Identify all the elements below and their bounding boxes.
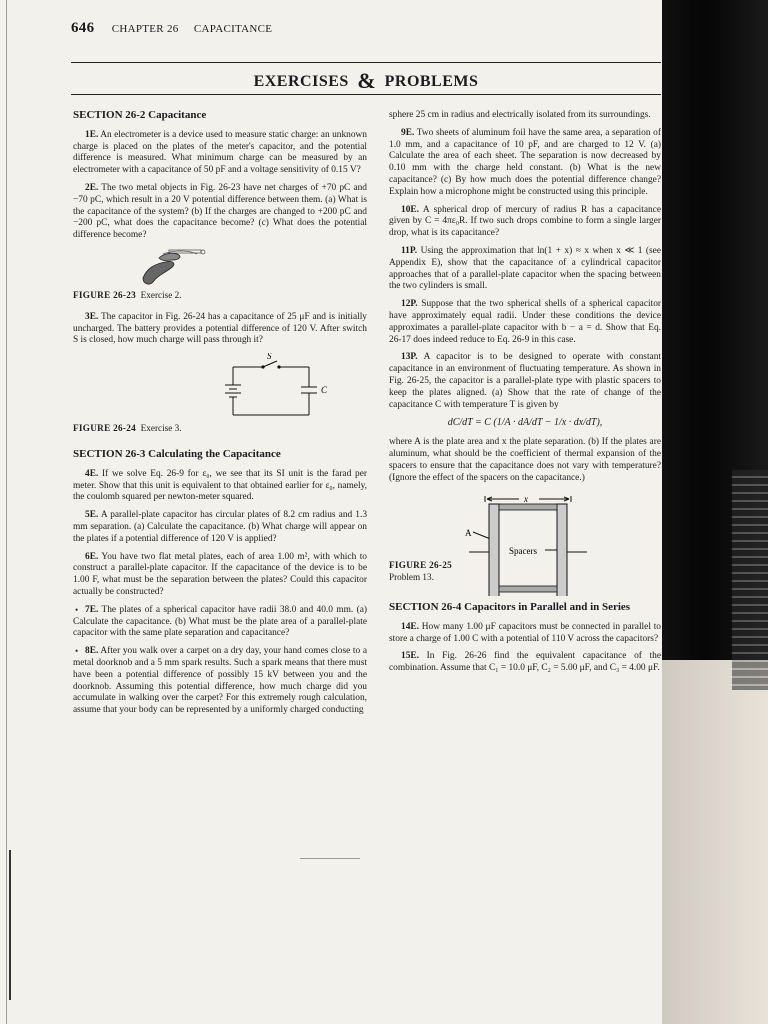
exercise-9 <box>389 128 661 199</box>
exercise-text: The two metal objects in Fig. 26-23 have net charges of +70 pC and −70 pC, which result in a 20 V potential difference between them. (a) What is the capacitance of the system? (b) If the charges are changed to +200 pC and −200 pC, what does the capacitance become? (c) What does the potential difference become? <box>73 182 367 241</box>
exercise-1 <box>73 130 367 177</box>
figure-caption-text: Exercise 3. <box>140 423 182 434</box>
exercise-text: In Fig. 26-26 find the equivalent capacitance of the combination. Assume that C₁ = 10.0 μF, C₂ = 5.00 μF, and C₃ = 4.00 μF. <box>389 651 661 674</box>
book-binding-edge-lower <box>662 660 768 1024</box>
exercise-text: Suppose that the two spherical shells of a spherical capacitor have approximately equal radii. Under these conditions the device approximates a parallel-plate capacitor with b − a = d. Show that Eq. 26-17 does indeed reduce to Eq. 26-9 in this case. <box>389 299 661 345</box>
exercise-text: A spherical drop of mercury of radius R has a capacitance given by C = 4πε₀R. If two such drops combine to form a single larger drop, what is its capacitance? <box>389 204 662 239</box>
chapter-label: CHAPTER 26 <box>111 23 179 35</box>
exercise-number: 15E. <box>401 651 419 662</box>
title-ampersand: & <box>357 68 377 93</box>
figure-26-23 <box>73 248 367 286</box>
exercise-number: 13P. <box>401 352 418 363</box>
exercise-11 <box>389 246 661 293</box>
area-label-a: A <box>465 528 472 539</box>
exercise-10 <box>389 205 661 240</box>
switch-label: S <box>267 353 272 362</box>
exercise-text: An electrometer is a device used to measure static charge: an unknown charge is placed on the plates of the meter's capacitor, and the potential difference is measured. What minimum charge can be measured by an electrometer with a capacitance of 50 pF and a voltage sensitivity of 0.15 V? <box>73 129 367 176</box>
exercise-text: The plates of a spherical capacitor have radii 38.0 and 40.0 mm. (a) Calculate the capacitance. (b) What must be the plate area of a parallel-plate capacitor with the same plate separation and capacitance? <box>73 604 367 639</box>
exercise-number: 12P. <box>401 299 418 310</box>
exercise-text: The capacitor in Fig. 26-24 has a capacitance of 25 μF and is initially uncharged. The battery provides a potential difference of 120 V. After switch S is closed, how much charge will pass through it? <box>73 311 367 346</box>
title-problems: PROBLEMS <box>384 73 479 90</box>
exercise-8 <box>73 646 367 717</box>
exercise-text: How many 1.00 μF capacitors must be connected in parallel to store a charge of 1.00 C with a potential of 110 V across the capacitors? <box>389 621 661 644</box>
figure-caption-text: Problem 13. <box>389 572 434 583</box>
exercise-6 <box>73 552 367 599</box>
capacitor-label: C <box>321 385 328 396</box>
exercise-5 <box>73 510 367 545</box>
exercise-2 <box>73 183 367 242</box>
exercise-number: 2E. <box>85 182 99 193</box>
exercise-number: 8E. <box>85 646 99 657</box>
separation-label-x: x <box>524 494 528 505</box>
exercise-text: A parallel-plate capacitor has circular plates of 8.2 cm radius and 1.3 mm separation. (a) Calculate the capacitance. (b) What charge will appear on the plates if a potential difference of 120 V is applied? <box>73 510 368 544</box>
exercise-text: You have two flat metal plates, each of area 1.00 m², with which to construct a parallel-plate capacitor. If the capacitance of the device is to be 1.00 F, what must be the separation between the plates? Could this capacitor actually be constructed? <box>73 551 367 597</box>
figure-caption-text: Exercise 2. <box>140 289 182 300</box>
exercise-number: 4E. <box>85 468 99 479</box>
page-number: 646 <box>71 20 95 36</box>
left-column <box>73 110 367 723</box>
section-heading-26-2: SECTION 26-2 Capacitance <box>73 109 207 121</box>
exercise-4 <box>73 469 367 504</box>
parallel-plate-spacers-diagram <box>389 490 661 596</box>
figure-26-25 <box>389 490 661 596</box>
figure-label: FIGURE 26-24 <box>73 423 137 434</box>
rc-circuit-diagram <box>73 353 367 419</box>
exercise-3 <box>73 312 367 347</box>
spacers-label: Spacers <box>509 546 537 557</box>
section-heading-26-4: SECTION 26-4 Capacitors in Parallel and in Series <box>389 600 631 613</box>
exercise-14 <box>389 622 661 646</box>
exercise-8-continued <box>389 110 661 122</box>
equation-dC-dT: dC/dT = C (1/A · dA/dT − 1/x · dx/dT), <box>447 417 603 429</box>
running-header <box>71 20 284 37</box>
figure-26-24-circuit <box>73 353 367 419</box>
exercise-13 <box>389 352 661 411</box>
exercise-number: 14E. <box>401 621 419 632</box>
exercise-12 <box>389 299 661 346</box>
exercise-text: Using the approximation that ln(1 + x) ≈ x when x ≪ 1 (see Appendix E), show that the capacitance of a cylindrical capacitor approaches that of a parallel-plate capacitor when the spacing between the two cylinders is small. <box>389 245 661 292</box>
exercise-number: 3E. <box>85 311 99 322</box>
exercise-text: Two sheets of aluminum foil have the same area, a separation of 1.0 mm, and a capacitance of 10 pF, and are charged to 12 V. (a) Calculate the area of each sheet. The separation is now decreased by 0.10 mm with the charge held constant. (b) What is the new capacitance? (c) By how much does the potential difference change? Explain how a microphone might be constructed using this principle. <box>389 127 661 197</box>
exercise-number: 10E. <box>401 204 419 215</box>
exercise-number: 1E. <box>85 129 99 140</box>
chapter-title: CAPACITANCE <box>193 23 273 35</box>
exercise-number: 9E. <box>401 127 415 138</box>
right-column <box>389 110 661 681</box>
bottom-divider <box>300 858 360 859</box>
header-rule <box>71 62 661 63</box>
exercise-15 <box>389 651 661 675</box>
binding-shadow-marks <box>732 470 768 690</box>
metal-objects-illustration <box>73 248 213 286</box>
figure-26-24-caption <box>73 423 367 435</box>
figure-label: FIGURE 26-23 <box>73 289 137 300</box>
exercise-text: sphere 25 cm in radius and electrically isolated from its surroundings. <box>389 110 651 120</box>
exercise-number: 11P. <box>401 245 418 256</box>
exercises-problems-title <box>71 68 661 94</box>
figure-26-23-caption <box>73 290 367 302</box>
exercise-text: If we solve Eq. 26-9 for ε₀, we see that its SI unit is the farad per meter. Show that this unit is equivalent to that obtained earlier for ε₀, namely, the coulomb squared per newton-meter squared. <box>73 468 367 503</box>
exercise-text: where A is the plate area and x the plate separation. (b) If the plates are aluminum, what should be the coefficient of thermal expansion of the spacers to ensure that the capacitance does not vary with temperature? (Ignore the effect of the spacers on the capacitance.) <box>389 437 661 483</box>
section-heading-26-3: SECTION 26-3 Calculating the Capacitance <box>73 447 281 460</box>
page-edge-line <box>6 0 7 1024</box>
title-rule <box>71 94 661 95</box>
exercise-text: A capacitor is to be designed to operate with constant capacitance in an environment of fluctuating temperature. As shown in Fig. 26-25, the capacitor is a parallel-plate type with plastic spacers to keep the plates aligned. (a) Show that the rate of change of the capacitance C with temperature T is given by <box>389 352 662 410</box>
exercise-number: 7E. <box>85 604 99 615</box>
page-edge-shadow <box>9 850 11 1000</box>
exercise-7 <box>73 605 367 640</box>
title-exercises: EXERCISES <box>253 73 349 90</box>
exercise-number: 5E. <box>85 510 99 521</box>
exercise-text: After you walk over a carpet on a dry day, your hand comes close to a metal doorknob and a 5 mm spark results. Such a spark means that there must have been a potential difference of possibly 15 kV between you and the doorknob. Assuming this potential difference, how much charge did you accumulate in walking over the carpet? For this extremely rough calculation, assume that your body can be represented by a uniformly charged conducting <box>73 646 368 716</box>
figure-label: FIGURE 26-25 <box>389 560 453 571</box>
exercise-13-continued <box>389 437 661 484</box>
exercise-number: 6E. <box>85 551 99 562</box>
